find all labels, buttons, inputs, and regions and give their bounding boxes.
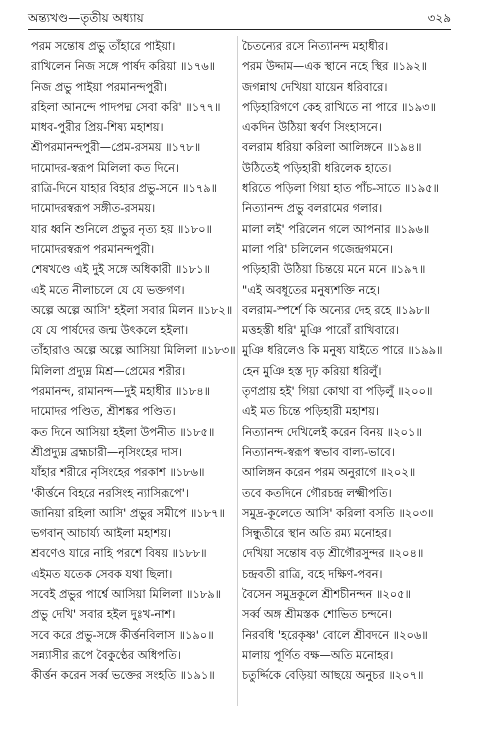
verse-line: বলরাম ধরিয়া করিলা আলিঙ্গনে ॥১৯৪॥ bbox=[242, 140, 422, 155]
verse-line: মিলিলা প্রদ্যুম্ন মিশ্র—প্রেমের শরীর। bbox=[31, 363, 186, 378]
verse-line: দামোদর-স্বরূপ মিলিলা কত দিনে। bbox=[31, 160, 180, 175]
verse-line: নিরবধি 'হরেকৃষ্ণ' বোলে শ্রীবদনে ॥২০৬॥ bbox=[242, 627, 428, 642]
verse-line: পড়িহারিগণে কেহ রাখিতে না পারে ॥১৯৩॥ bbox=[242, 99, 437, 114]
verse-line: সন্ন্যাসীর রূপে বৈকুণ্ঠের অধিপতি। bbox=[31, 647, 181, 662]
verse-line: পরম উদ্দাম—এক স্থানে নহে স্থির ॥১৯২॥ bbox=[242, 59, 428, 74]
verse-line: রহিলা আনন্দে পাদপদ্ম সেবা করি' ॥১৭৭॥ bbox=[31, 99, 221, 114]
verse-line: রাত্রি-দিনে যাহার বিহার প্রভু-সনে ॥১৭৯॥ bbox=[31, 181, 218, 196]
verse-line: তৃণপ্রায় হই' গিয়া কোথা বা পড়িলুঁ ॥২০০॥ bbox=[242, 384, 433, 399]
verse-line: পড়িহারী উঠিয়া চিন্তয়ে মনে মনে ॥১৯৭॥ bbox=[242, 262, 426, 277]
verse-line: প্রভু দেখি' সবার হইল দুঃখ-নাশ। bbox=[31, 607, 176, 622]
verse-line: চন্দ্রবতী রাত্রি, বহে দক্ষিণ-পবন। bbox=[242, 566, 383, 581]
verse-line: যে যে পার্ষদের জন্ম উৎকলে হইলা। bbox=[31, 323, 189, 338]
verse-line: পরমানন্দ, রামানন্দ—দুই মহাধীর ॥১৮৪॥ bbox=[31, 384, 211, 399]
verse-line: দামোদরস্বরূপ সঙ্গীত-রসময়। bbox=[31, 201, 156, 216]
verse-line: সিন্ধুতীরে স্থান অতি রম্য মনোহর। bbox=[242, 526, 392, 541]
verse-line: দামোদরস্বরূপ পরমানন্দপুরী। bbox=[31, 241, 155, 256]
verse-line: কত দিনে আসিয়া হইলা উপনীত ॥১৮৫॥ bbox=[31, 424, 215, 439]
verse-line: এইমত যতেক সেবক যথা ছিলা। bbox=[31, 566, 173, 581]
verse-line: দামোদর পণ্ডিত, শ্রীশঙ্কর পণ্ডিত। bbox=[31, 404, 176, 419]
verse-line: আলিঙ্গন করেন পরম অনুরাগে ॥২০২॥ bbox=[242, 465, 416, 480]
chapter-title: অন্ত্যখণ্ড—তৃতীয় অধ্যায় bbox=[28, 11, 144, 25]
verse-line: অল্পে অল্পে আসি' হইলা সবার মিলন ॥১৮২॥ bbox=[31, 302, 233, 317]
verse-line: এই মতে নীলাচলে যে যে ভক্তগণ। bbox=[31, 282, 185, 297]
verse-line: হেন মুঞি হস্ত দৃঢ় করিয়া ধরিলুঁ। bbox=[242, 363, 382, 378]
verse-line: মালায় পূর্ণিত বক্ষ—অতি মনোহর। bbox=[242, 647, 394, 662]
verse-line: তাঁহারাও অল্পে অল্পে আসিয়া মিলিলা ॥১৮৩॥ bbox=[31, 343, 236, 358]
verse-line: যার ধ্বনি শুনিলে প্রভুর নৃত্য হয় ॥১৮০॥ bbox=[31, 221, 213, 236]
verse-line: রাখিলেন নিজ সঙ্গে পার্ষদ করিয়া ॥১৭৬॥ bbox=[31, 59, 216, 74]
verse-line: একদিন উঠিয়া স্বর্বণ সিংহাসনে। bbox=[242, 120, 382, 135]
verse-line: এই মত চিন্তে পড়িহারী মহাশয়। bbox=[242, 404, 379, 419]
verse-line: "এই অবধূতের মনুষ্যশক্তি নহে। bbox=[242, 282, 380, 297]
verse-line: চতুর্দ্দিকে বেড়িয়া আছয়ে অনুচর ॥২০৭॥ bbox=[242, 668, 424, 683]
verse-line: নিত্যানন্দ-স্বরূপ স্বভাব বাল্য-ভাবে। bbox=[242, 444, 395, 459]
verse-line: বলরাম-স্পর্শে কি অন্যের দেহ রহে ॥১৯৮॥ bbox=[242, 302, 430, 317]
verse-line: মালা লই' পরিলেন গলে আপনার ॥১৯৬॥ bbox=[242, 221, 430, 236]
verse-line: নিজ প্রভু পাইয়া পরমানন্দপুরী। bbox=[31, 79, 167, 94]
page-header bbox=[28, 9, 451, 30]
verse-line: জগন্নাথ দেখিয়া যায়েন ধরিবারে। bbox=[242, 79, 388, 94]
verse-line: যাঁহার শরীরে নৃসিংহের পরকাশ ॥১৮৬॥ bbox=[31, 465, 205, 480]
verse-line: পরম সন্তোষ প্রভু তাঁহারে পাইয়া। bbox=[31, 39, 176, 53]
verse-line: উঠিতেই পড়িহারী ধরিলেক হাতে। bbox=[242, 160, 392, 175]
verse-line: মাধব-পুরীর প্রিয়-শিষ্য মহাশয়। bbox=[31, 120, 164, 135]
verse-line: শেষখণ্ডে এই দুই সঙ্গে অধিকারী ॥১৮১॥ bbox=[31, 262, 210, 277]
verse-line: শ্রীপ্রদ্যুম্ন ব্রহ্মচারী—নৃসিংহের দাস। bbox=[31, 444, 183, 459]
verse-line: বৈসেন সমুদ্রকূলে শ্রীশচীনন্দন ॥২০৫॥ bbox=[242, 587, 411, 602]
verse-line: ধরিতে পড়িলা গিয়া হাত পাঁচ-সাতে ॥১৯৫॥ bbox=[242, 181, 439, 196]
verse-line: ভগবান্‌ আচার্য্য আইলা মহাশয়। bbox=[31, 526, 171, 541]
verse-line: কীর্ত্তন করেন সর্ব্ব ভক্তের সংহতি ॥১৯১॥ bbox=[31, 668, 215, 683]
page-number: ৩২৯ bbox=[427, 11, 451, 25]
verse-line: দেখিয়া সন্তোষ বড় শ্রীগৌরসুন্দর ॥২০৪॥ bbox=[242, 546, 424, 561]
verse-line: সমুদ্র-কূলেতে আসি' করিলা বসতি ॥২০৩॥ bbox=[242, 505, 434, 520]
verse-line: শ্রীপরমানন্দপুরী—প্রেম-রসময় ॥১৭৮॥ bbox=[31, 140, 201, 155]
verse-line: মুঞি ধরিলেও কি মনুষ্য যাইতে পারে ॥১৯৯॥ bbox=[242, 343, 443, 358]
verse-line: জানিয়া রহিলা আসি' প্রভুর সমীপে ॥১৮৭॥ bbox=[31, 505, 225, 520]
right-column bbox=[242, 36, 452, 686]
verse-line: নিত্যানন্দ দেখিলেই করেন বিনয় ॥২০১॥ bbox=[242, 424, 422, 439]
verse-line: শ্রবণেও যারে নাহি পরশে বিষয় ॥১৮৮॥ bbox=[31, 546, 207, 561]
verse-line: মত্তহস্তী ধরি' মুঞি পারোঁ রাখিবারে। bbox=[242, 323, 400, 338]
verse-line: মালা পরি' চলিলেন গজেন্দ্রগমনে। bbox=[242, 241, 394, 256]
verse-line: নিত্যানন্দ প্রভু বলরামের গলার। bbox=[242, 201, 383, 216]
verse-line: চৈতন্যের রসে নিত্যানন্দ মহাধীর। bbox=[242, 39, 389, 53]
verse-line: 'কীর্ত্তনে বিহরে নরসিংহ ন্যাসিরূপে'। bbox=[31, 485, 189, 500]
verse-line: সর্ব্ব অঙ্গ শ্রীমস্তক শোভিত চন্দনে। bbox=[242, 607, 393, 622]
verse-line: সবে করে প্রভু-সঙ্গে কীর্ত্তনবিলাস ॥১৯০॥ bbox=[31, 627, 214, 642]
verse-line: সবেই প্রভুর পার্শ্বে আসিয়া মিলিলা ॥১৮৯॥ bbox=[31, 587, 222, 602]
left-column bbox=[31, 36, 241, 686]
column-divider bbox=[237, 36, 238, 706]
verse-line: তবে কতদিনে গৌরচন্দ্র লক্ষ্মীপতি। bbox=[242, 485, 392, 500]
